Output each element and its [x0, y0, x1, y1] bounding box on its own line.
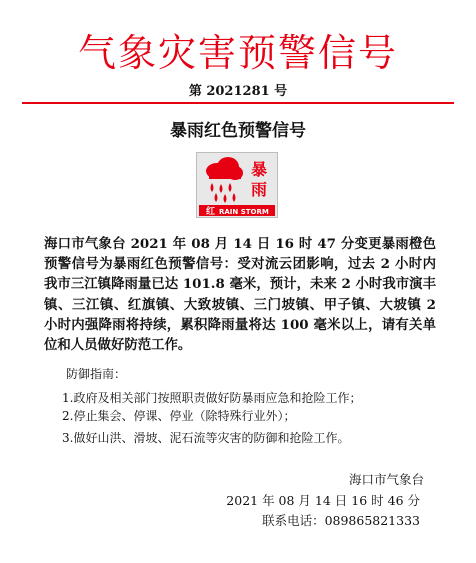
document-title: 气象灾害预警信号	[77, 31, 398, 75]
icon-char-top: 暴	[250, 160, 268, 179]
signal-title: 暴雨红色预警信号	[170, 121, 306, 141]
icon-char-bottom: 雨	[250, 180, 268, 199]
title-divider	[22, 102, 454, 104]
defense-guide-item-3: 3.做好山洪、滑坡、泥石流等灾害的防御和抢险工作。	[62, 431, 350, 445]
cloud-icon	[206, 157, 243, 180]
raindrops-icon	[211, 183, 236, 203]
rainstorm-red-signal-icon	[196, 152, 278, 218]
icon-color-char: 红	[206, 207, 216, 217]
defense-guide-item-2: 2.停止集会、停课、停业（除特殊行业外）；	[62, 409, 296, 423]
issue-datetime: 2021 年 08 月 14 日 16 时 46 分	[226, 493, 420, 508]
document-number	[0, 84, 476, 100]
issuer-name: 海口市气象台	[348, 472, 424, 487]
warning-body-paragraph: 海口市气象台 2021 年 08 月 14 日 16 时 47 分变更暴雨橙色预警信号为暴雨红色预警信号：受对流云团影响，过去 2 小时内我市三江镇降雨量已达 101.8 毫米，预计，未来 2 小时我市演丰镇、三江镇、红旗镇、大致坡镇、三门坡镇、甲子镇、大坡镇 2 小时内强降雨将持续，累积降雨量将达 100 毫米以上，请有关单位和人员做好防范工作。	[44, 236, 436, 354]
defense-guide-item-1: 1.政府及相关部门按照职责做好防暴雨应急和抢险工作；	[62, 391, 362, 405]
document-number-text: 第 2021281 号	[185, 84, 291, 99]
defense-guide-heading: 防御指南：	[66, 367, 127, 381]
icon-english-label: RAIN STORM	[219, 208, 269, 216]
contact-phone: 联系电话：089865821333	[262, 513, 420, 528]
rainstorm-signal-graphic	[197, 153, 277, 217]
